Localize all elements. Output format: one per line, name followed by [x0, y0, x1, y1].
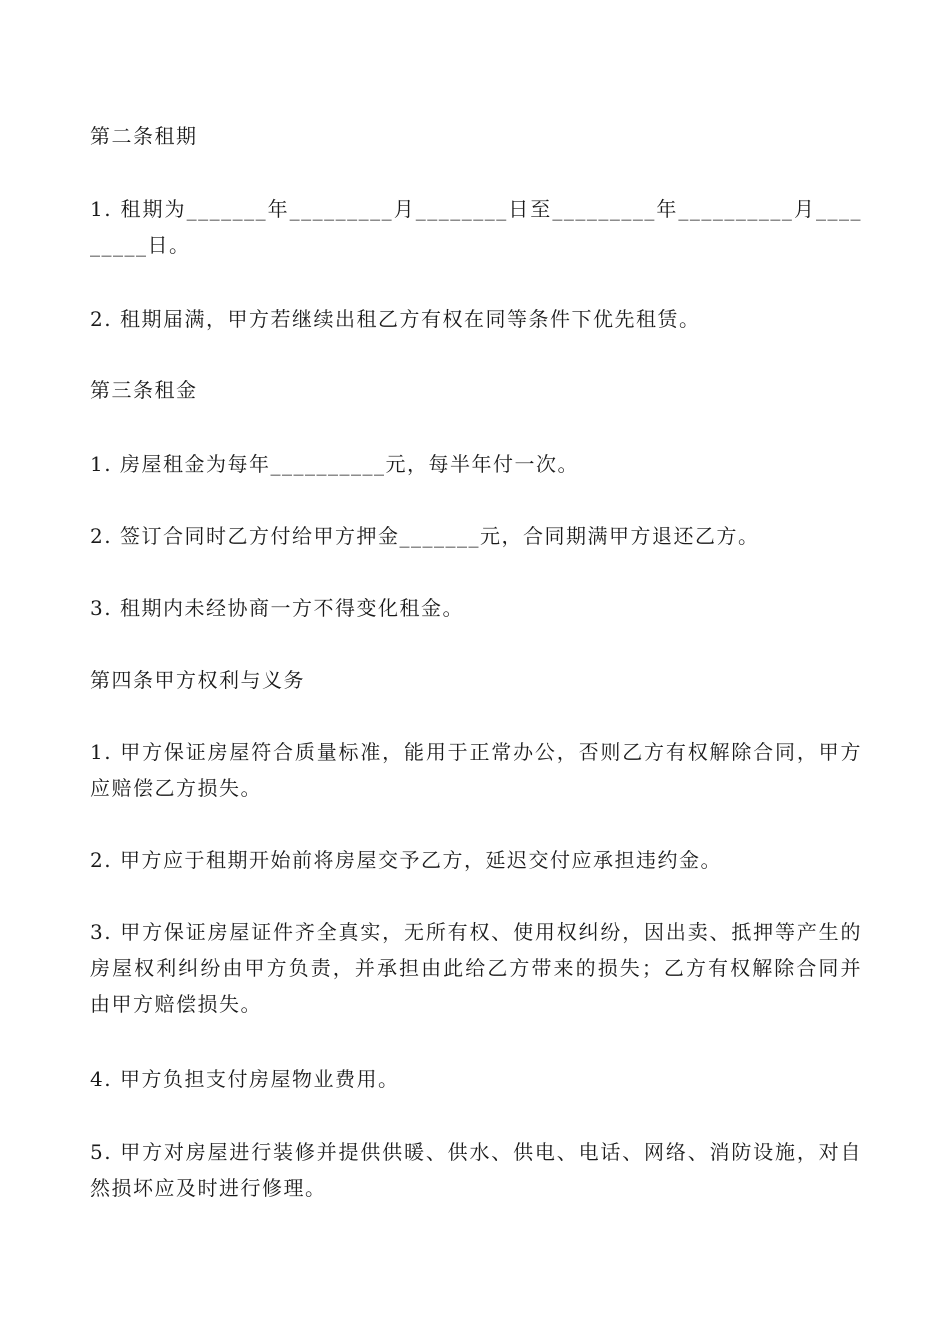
clause-facilities-repair: 5. 甲方对房屋进行装修并提供供暖、供水、供电、电话、网络、消防设施，对自然损坏应及时进行修理。 — [90, 1140, 862, 1200]
clause-rent-amount: 1. 房屋租金为每年__________元，每半年付一次。 — [90, 452, 579, 476]
clause-deposit: 2. 签订合同时乙方付给甲方押金_______元，合同期满甲方退还乙方。 — [90, 524, 760, 548]
clause-handover: 2. 甲方应于租期开始前将房屋交予乙方，延迟交付应承担违约金。 — [90, 848, 722, 872]
clause-rent-change: 3. 租期内未经协商一方不得变化租金。 — [90, 596, 464, 620]
clause-lease-renewal: 2. 租期届满，甲方若继续出租乙方有权在同等条件下优先租赁。 — [90, 307, 701, 331]
section-heading-rent: 第三条租金 — [90, 378, 198, 402]
clause-title-warranty: 3. 甲方保证房屋证件齐全真实，无所有权、使用权纠纷，因出卖、抵押等产生的房屋权利纠纷由甲方负责，并承担由此给乙方带来的损失；乙方有权解除合同并由甲方赔偿损失。 — [90, 920, 862, 1016]
clause-property-fees: 4. 甲方负担支付房屋物业费用。 — [90, 1067, 400, 1091]
clause-lease-period: 1. 租期为_______年_________月________日至_________年__________月_________日。 — [90, 197, 862, 257]
section-heading-party-a-duties: 第四条甲方权利与义务 — [90, 668, 305, 692]
section-heading-lease-term: 第二条租期 — [90, 124, 198, 148]
clause-quality-standard: 1. 甲方保证房屋符合质量标准，能用于正常办公，否则乙方有权解除合同，甲方应赔偿乙方损失。 — [90, 740, 862, 800]
